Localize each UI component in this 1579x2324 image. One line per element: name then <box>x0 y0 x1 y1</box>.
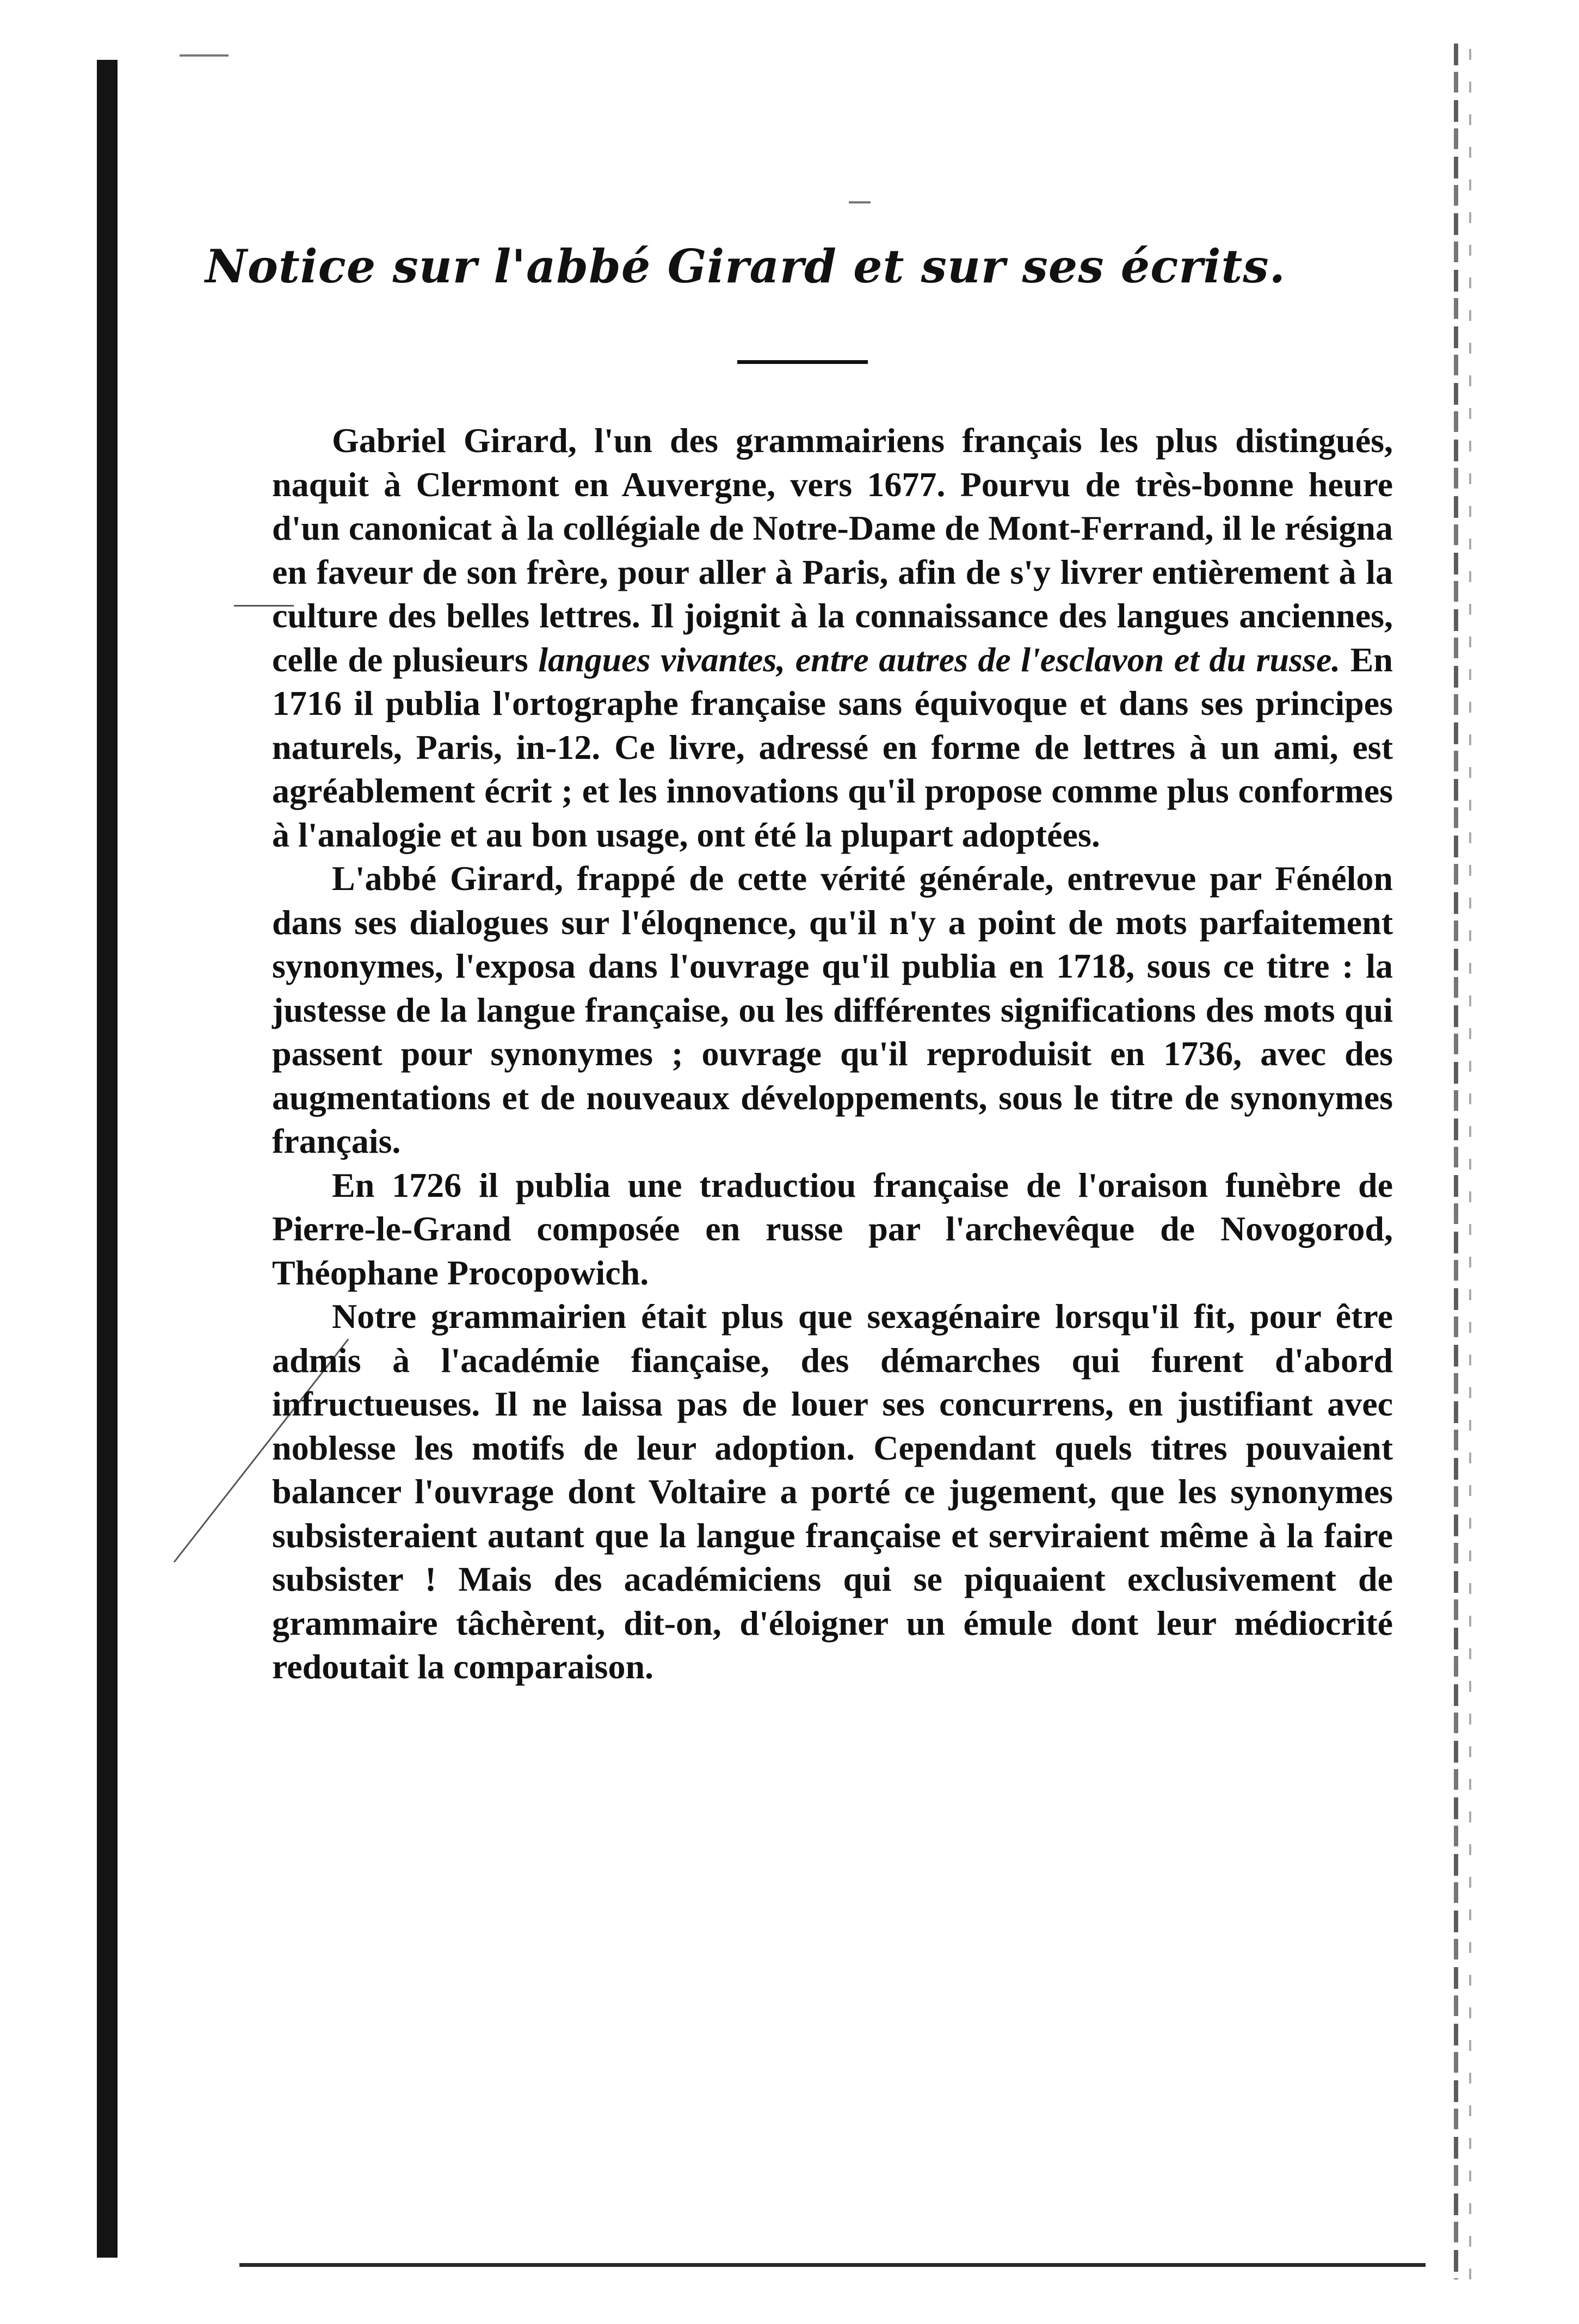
paragraph-4: Notre grammairien était plus que sexagénaire lorsqu'il fit, pour être admis à l'académie fiançaise, des démarches qui furent d'abord infructueuses. Il ne laissa pas de louer ses concurrens, en justifiant avec noblesse les motifs de leur adoption. Cependant quels titres pouvaient balancer l'ouvrage dont Voltaire a porté ce jugement, que les synonymes subsisteraient autant que la langue française et serviraient même à la faire subsister ! Mais des académiciens qui se piquaient exclusivement de grammaire tâchèrent, dit-on, d'éloigner un émule dont leur médiocrité redoutait la comparaison. <box>272 1297 1393 1686</box>
paragraph-1-text: Gabriel Girard, l'un des grammairiens français les plus distingués, naquit à Clermont en Auvergne, vers 1677. Pourvu de très-bonne heure d'un canonicat à la collégiale de Notre-Dame de Mont-Ferrand, il le résigna en faveur de son frère, pour aller à Paris, afin de s'y livrer entièrement à la culture des belles lettres. Il joignit à la connaissance des langues anciennes, celle de plusieurs <box>272 421 1393 679</box>
paragraph-1-italic: langues vivantes, entre autres de l'esclavon et du russe. <box>538 640 1341 679</box>
scan-scratch <box>849 201 871 203</box>
page-binding-shadow <box>97 60 118 2258</box>
bottom-edge-line <box>239 2263 1426 2267</box>
title-rule <box>737 360 868 364</box>
scan-scratch <box>180 54 229 57</box>
paragraph-2: L'abbé Girard, frappé de cette vérité générale, entrevue par Fénélon dans ses dialogues sur l'éloqnence, qu'il n'y a point de mots parfaitement synonymes, l'exposa dans l'ouvrage qu'il publia en 1718, sous ce titre : la justesse de la langue française, ou les différentes significations des mots qui passent pour synonymes ; ouvrage qu'il reproduisit en 1736, avec des augmentations et de nouveaux développements, sous le titre de synonymes français. <box>272 859 1393 1160</box>
right-edge-shadow <box>1454 44 1458 2279</box>
paragraph-1 <box>272 419 1393 857</box>
right-edge-speckle <box>1469 49 1471 2279</box>
page-title: Notice sur l'abbé Girard et sur ses écrits. <box>205 239 1286 293</box>
paragraph-1-text-end: En 1716 il publia l'ortographe française sans équivoque et dans ses principes naturels, Paris, in-12. Ce livre, adressé en forme de lettres à un ami, est agréablement écrit ; et les innovations qu'il propose comme plus conformes à l'analogie et au bon usage, ont été la plupart adoptées. <box>272 640 1393 854</box>
body-text <box>272 419 1393 1689</box>
paragraph-3: En 1726 il publia une traductiou française de l'oraison funèbre de Pierre-le-Grand composée en russe par l'archevêque de Novogorod, Théophane Procopowich. <box>272 1165 1393 1292</box>
